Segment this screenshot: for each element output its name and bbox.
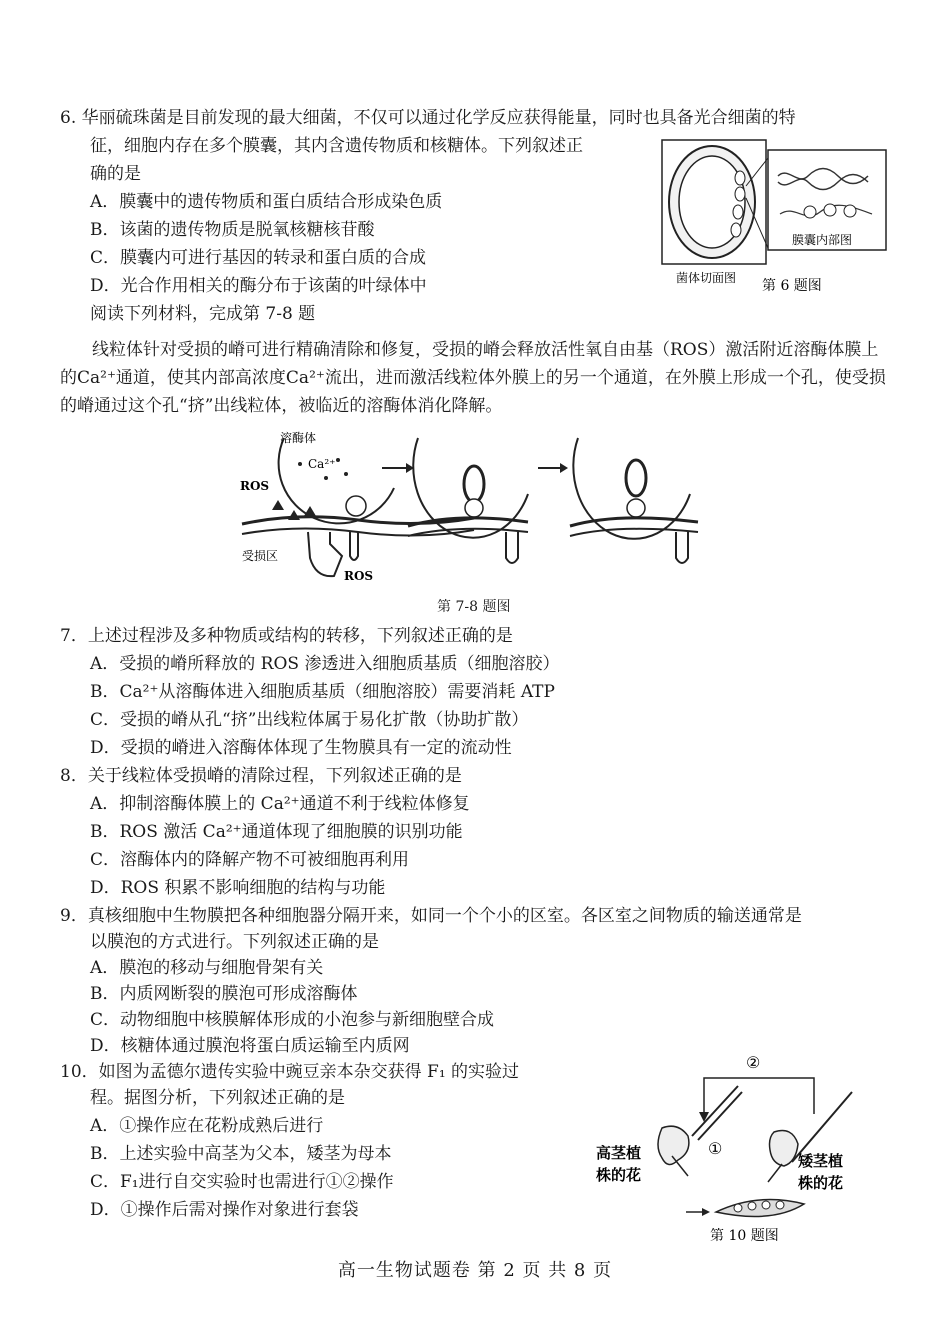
q7-option-b: B．Ca²⁺从溶酶体进入细胞质基质（细胞溶胶）需要消耗 ATP <box>90 682 555 702</box>
q7-option-a: A．受损的嵴所释放的 ROS 渗透进入细胞质基质（细胞溶胶） <box>90 654 560 674</box>
q10-transfer-line <box>704 1078 814 1114</box>
label-lysosome: 溶酶体 <box>280 431 317 445</box>
q6-ribosome <box>844 205 856 217</box>
q9-option-b: B．内质网断裂的膜泡可形成溶酶体 <box>90 984 358 1004</box>
ros-particle <box>304 506 316 516</box>
pea-seed <box>762 1201 770 1209</box>
q10-stem-line1: 10．如图为孟德尔遗传实验中豌豆亲本杂交获得 F₁ 的实验过 <box>60 1062 520 1082</box>
label-ros-bottom: ROS <box>344 569 374 583</box>
q8-option-d: D．ROS 积累不影响细胞的结构与功能 <box>90 878 386 898</box>
ca-ion <box>336 458 340 462</box>
q6-ribosome <box>804 206 816 218</box>
q10-mark-1: ① <box>708 1139 723 1158</box>
q9-option-a: A．膜泡的移动与细胞骨架有关 <box>90 958 324 978</box>
ca-ion <box>324 476 328 480</box>
pea-seed <box>734 1204 742 1212</box>
crista <box>350 532 358 560</box>
q9-option-d: D．核糖体通过膜泡将蛋白质运输至内质网 <box>90 1036 410 1056</box>
crista <box>506 532 518 563</box>
outer-membrane-pore <box>627 499 645 517</box>
q8-option-b: B．ROS 激活 Ca²⁺通道体现了细胞膜的识别功能 <box>90 822 463 842</box>
label-ros-top: ROS <box>240 479 270 493</box>
ca-ion <box>344 472 348 476</box>
q9-stem-line1: 9．真核细胞中生物膜把各种细胞器分隔开来，如同一个个小的区室。各区室之间物质的输送通常是 <box>60 906 802 926</box>
q6-stem-line2: 征，细胞内存在多个膜囊，其内含遗传物质和核糖体。下列叙述正 <box>90 136 583 156</box>
q9-stem-line2: 以膜泡的方式进行。下列叙述正确的是 <box>90 932 379 952</box>
lysosome-membrane <box>573 438 690 539</box>
damaged-crista <box>308 532 342 576</box>
q6-sac <box>731 223 741 237</box>
q10-option-d: D．①操作后需对操作对象进行套袋 <box>90 1200 359 1220</box>
label-short-plant-line2: 株的花 <box>798 1174 844 1192</box>
q9-option-c: C．动物细胞中核膜解体形成的小泡参与新细胞壁合成 <box>90 1010 495 1030</box>
q10-option-b: B．上述实验中高茎为父本，矮茎为母本 <box>90 1144 392 1164</box>
label-damaged-zone: 受损区 <box>242 549 279 563</box>
crista <box>676 532 688 563</box>
page-footer: 高一生物试题卷 第 2 页 共 8 页 <box>337 1260 613 1281</box>
q10-mark-2: ② <box>746 1053 761 1072</box>
outer-membrane-pore <box>465 499 483 517</box>
q10-result-arrowhead <box>702 1208 710 1216</box>
extruded-crista <box>626 460 646 496</box>
label-ca: Ca²⁺ <box>308 457 336 471</box>
pea-seed <box>776 1201 784 1209</box>
process-arrow-head <box>560 463 568 473</box>
outer-membrane-channel <box>346 496 366 516</box>
mito-inner-membrane <box>570 529 698 536</box>
q7-option-c: C．受损的嵴从孔“挤”出线粒体属于易化扩散（协助扩散） <box>90 710 529 730</box>
label-short-plant-line1: 矮茎植 <box>798 1152 844 1170</box>
short-plant-stem <box>768 1164 782 1182</box>
q6-option-b: B．该菌的遗传物质是脱氧核糖核苷酸 <box>90 220 375 240</box>
pea-seed <box>748 1202 756 1210</box>
q6-option-d: D．光合作用相关的酶分布于该菌的叶绿体中 <box>90 276 427 296</box>
label-tall-plant-line1: 高茎植 <box>596 1144 642 1162</box>
q7-stem: 7．上述过程涉及多种物质或结构的转移，下列叙述正确的是 <box>60 626 513 646</box>
q6-stem-line1: 6. 华丽硫珠菌是目前发现的最大细菌，不仅可以通过化学反应获得能量，同时也具备光合细菌的特 <box>60 108 796 128</box>
q10-tweezers <box>692 1086 738 1136</box>
q6-figure <box>660 136 890 300</box>
q6-label-cell-section: 菌体切面图 <box>676 271 737 285</box>
q6-sac <box>735 187 745 201</box>
q6-option-c: C．膜囊内可进行基因的转录和蛋白质的合成 <box>90 248 427 268</box>
q6-figure-caption: 第 6 题图 <box>762 278 822 294</box>
q10-option-a: A．①操作应在花粉成熟后进行 <box>90 1116 324 1136</box>
q6-sac <box>733 205 743 219</box>
q6-stem-line3: 确的是 <box>90 164 141 184</box>
q8-option-c: C．溶酶体内的降解产物不可被细胞再利用 <box>90 850 410 870</box>
q8-stem: 8．关于线粒体受损嵴的清除过程，下列叙述正确的是 <box>60 766 462 786</box>
extruded-crista <box>464 466 484 502</box>
q6-ribosome <box>824 204 836 216</box>
q6-label-sac-interior: 膜囊内部图 <box>792 233 853 247</box>
q6-dna-strand <box>778 175 868 190</box>
q10-figure-caption: 第 10 题图 <box>710 1228 779 1244</box>
pea-pod <box>716 1200 804 1217</box>
q7-8-figure-caption: 第 7-8 题图 <box>437 599 511 615</box>
q6-sac <box>735 171 745 185</box>
q10-stem-line2: 程。据图分析，下列叙述正确的是 <box>90 1088 345 1108</box>
mito-outer-membrane <box>570 518 698 526</box>
ca-ion <box>298 462 302 466</box>
lysosome-membrane <box>279 438 394 523</box>
q6-option-a: A．膜囊中的遗传物质和蛋白质结合形成染色质 <box>90 192 443 212</box>
q6-dna-strand <box>778 169 868 184</box>
q10-option-c: C．F₁进行自交实验时也需进行①②操作 <box>90 1172 394 1192</box>
q7-8-figure <box>238 428 718 592</box>
label-tall-plant-line2: 株的花 <box>596 1166 642 1184</box>
material-intro: 阅读下列材料，完成第 7-8 题 <box>90 304 316 324</box>
ros-particle <box>272 500 284 510</box>
q8-option-a: A．抑制溶酶体膜上的 Ca²⁺通道不利于线粒体修复 <box>90 794 470 814</box>
material-paragraph: 线粒体针对受损的嵴可进行精确清除和修复，受损的嵴会释放活性氧自由基（ROS）激活附近溶酶体膜上的Ca²⁺通道，使其内部高浓度Ca²⁺流出，进而激活线粒体外膜上的另一个通道，在外膜上形成一个孔，使受损的嵴通过这个孔“挤”出线粒体，被临近的溶酶体消化降解。 <box>60 340 886 416</box>
q10-figure <box>592 1052 882 1248</box>
q7-option-d: D．受损的嵴进入溶酶体体现了生物膜具有一定的流动性 <box>90 738 512 758</box>
